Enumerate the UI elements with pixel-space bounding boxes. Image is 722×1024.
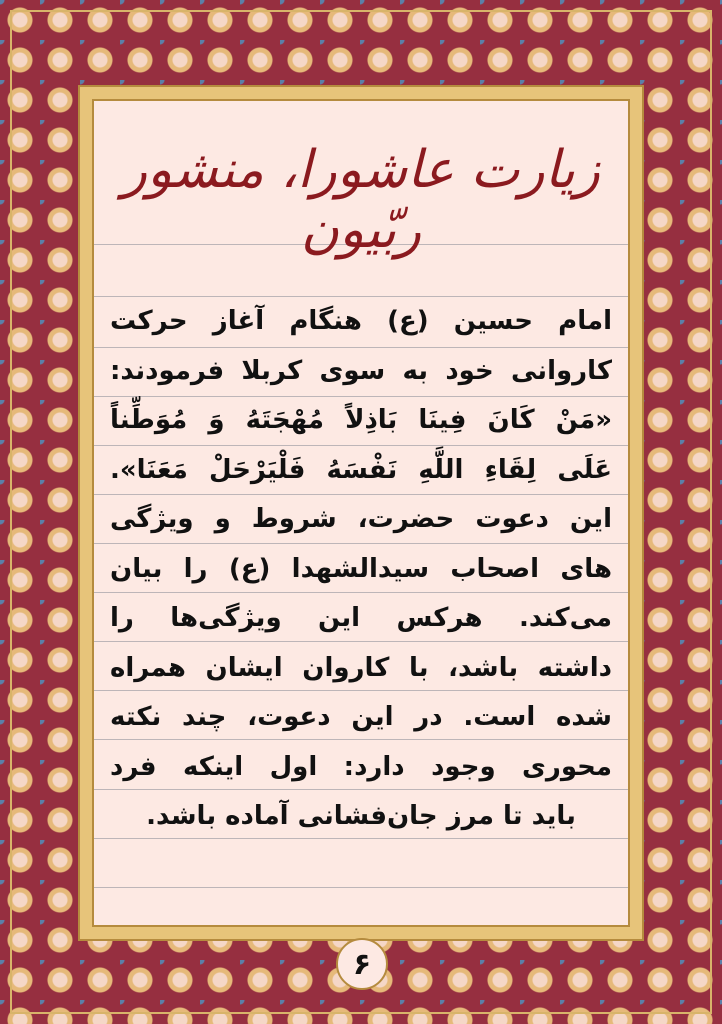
text-line: می‌کند. هرکس این ویژگی‌ها را	[110, 603, 612, 633]
text-line: شده است. در این دعوت، چند نکته	[110, 702, 612, 732]
page-title: زیارت عاشورا، منشور ربّیون	[121, 140, 601, 260]
text-line: محوری وجود دارد: اول اینکه فرد	[110, 751, 612, 782]
body-text	[110, 297, 612, 842]
ruled-line	[94, 887, 628, 888]
text-line: کاروانی خود به سوی کربلا فرمودند:	[110, 355, 612, 386]
text-line: این دعوت حضرت، شروط و ویژگی	[110, 504, 612, 534]
text-line: داشته باشد، با کاروان ایشان همراه	[110, 652, 612, 683]
text-line: عَلَی لِقَاءِ اللَّهِ نَفْسَهُ فَلْیَرْحَلْ مَعَنَا».	[110, 454, 612, 485]
text-line: امام حسین (ع) هنگام آغاز حرکت	[110, 306, 612, 336]
text-line: «مَنْ کَانَ فِینَا بَاذِلاً مُهْجَتَهُ وَ مُوَطِّناً	[110, 405, 612, 435]
text-line: باید تا مرز جان‌فشانی آماده باشد.	[146, 801, 576, 831]
text-line: های اصحاب سیدالشهدا (ع) را بیان	[110, 553, 612, 584]
page-number: ۶	[336, 938, 388, 990]
